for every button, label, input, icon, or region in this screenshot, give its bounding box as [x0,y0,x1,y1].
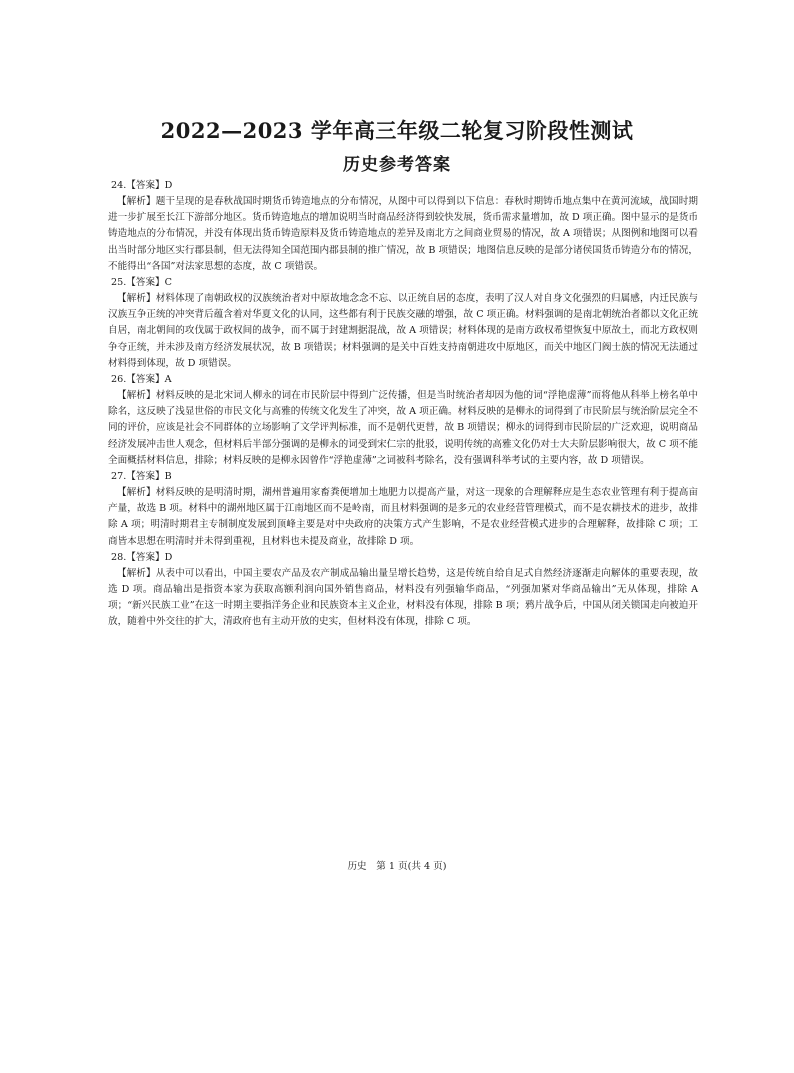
analysis-text: 【解析】题干呈现的是春秋战国时期货币铸造地点的分布情况，从图中可以得到以下信息：春秋时期铸币地点集中在黄河流域，战国时期进一步扩展至长江下游部分地区。货币铸造地点的增加说明当时商品经济得到较快发展，货币需求量增加，故 D 项正确。图中显示的是货币铸造地点的分布情况，并没有体现出货币铸造原料及货币铸造地点的差异及南北方之间商业贸易的情况，故 A 项错误；从图例和地图可以看出当时部分地区实行郡县制，但无法得知全国范围内郡县制的推广情况，故 B 项错误；地图信息反映的是部分诸侯国货币铸造分布的情况，不能得出“各国”对法家思想的态度，故 C 项错误。 [108,196,698,272]
answers-section [108,178,698,631]
question-26 [108,372,698,469]
analysis-text: 【解析】材料反映的是北宋词人柳永的词在市民阶层中得到广泛传播，但是当时统治者却因为他的词“浮艳虚薄”而将他从科举上榜名单中除名，这反映了浅显世俗的市民文化与高雅的传统文化发生了冲突，故 A 项正确。材料反映的是柳永的词得到了市民阶层与统治阶层完全不同的评价，应该是社会不同群体的立场影响了文学评判标准，而不是朝代更替，故 B 项错误；柳永的词得到市民阶层的广泛欢迎，说明商品经济发展冲击世人观念，但材料后半部分强调的是柳永的词受到宋仁宗的批驳，说明传统的高雅文化仍对士大夫阶层影响很大，故 C 项不能全面概括材料信息，排除；材料反映的是柳永因曾作“浮艳虚薄”之词被科考除名，没有强调科举考试的主要内容，故 D 项错误。 [108,390,698,466]
document-title: 2022—2023 学年高三年级二轮复习阶段性测试 [160,118,634,143]
analysis-text: 【解析】材料体现了南朝政权的汉族统治者对中原故地念念不忘、以正统自居的态度，表明了汉人对自身文化强烈的归属感，内迁民族与汉族互争正统的冲突背后蕴含着对华夏文化的认同，这些都有利于民族交融的增强，故 C 项正确。材料强调的是南北朝统治者都以文化正统自居，南北朝间的攻伐属于政权间的战争，而不属于封建割据混战，故 A 项错误；材料体现的是南方政权希望恢复中原故土，而北方政权则争夺正统，并未涉及南方经济发展状况，故 B 项错误；材料强调的是关中百姓支持南朝进攻中原地区，而关中地区门阀士族的情况无法通过材料得到体现，故 D 项错误。 [108,293,698,369]
answer-label: 24.【答案】D [111,180,173,191]
answer-label: 27.【答案】B [111,471,172,483]
answer-label: 26.【答案】A [111,374,172,386]
answer-label: 28.【答案】D [111,551,173,563]
question-24 [108,178,698,275]
question-28 [108,550,698,631]
question-27 [108,469,698,550]
analysis-text: 【解析】材料反映的是明清时期，湖州普遍用家畜粪便增加土地肥力以提高产量，对这一现象的合理解释应是生态农业管理有利于提高亩产量，故选 B 项。材料中的湖州地区属于江南地区而不是岭南，而且材料强调的是多元的农业经营管理模式，而不是农耕技术的进步，故排除 A 项；明清时期君主专制制度发展到顶峰主要是对中央政府的决策方式产生影响，不是农业经营模式进步的合理解释，故排除 C 项；工商皆本思想在明清时并未得到重视，且材料也未提及商业，故排除 D 项。 [108,487,698,547]
answer-label: 25.【答案】C [111,277,172,289]
page-footer: 历史 第 1 页(共 4 页) [347,861,447,872]
document-subtitle: 历史参考答案 [343,155,451,175]
analysis-text: 【解析】从表中可以看出，中国主要农产品及农产制成品输出量呈增长趋势，这是传统自给自足式自然经济逐渐走向解体的重要表现，故选 D 项。商品输出是指资本家为获取高额利润向国外销售商品，材料没有列强输华商品，“列强加紧对华商品输出”无从体现，排除 A 项；“新兴民族工业”在这一时期主要指洋务企业和民族资本主义企业，材料没有体现，排除 B 项；鸦片战争后，中国从闭关锁国走向被迫开放，随着中外交往的扩大，清政府也有主动开放的史实，但材料没有体现，排除 C 项。 [108,567,698,628]
question-25 [108,275,698,372]
